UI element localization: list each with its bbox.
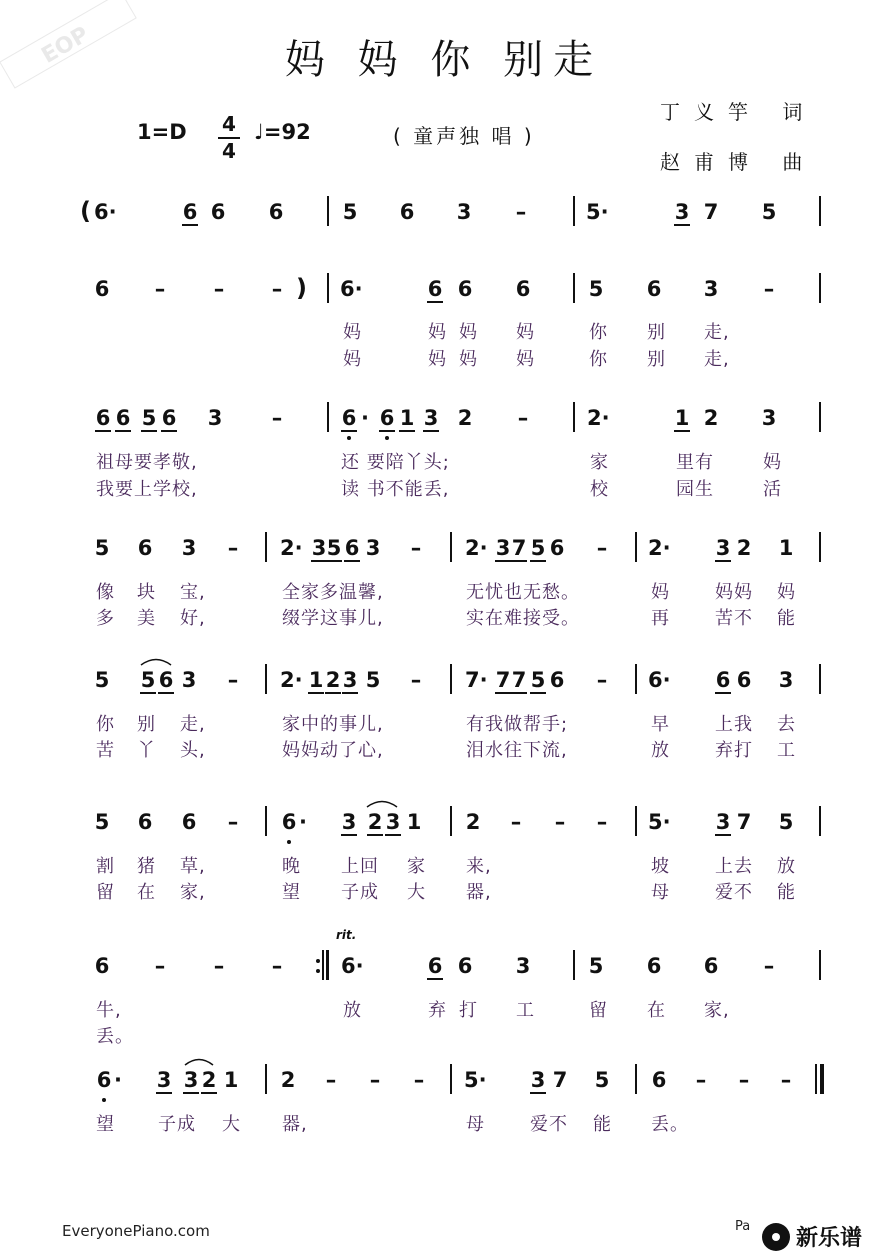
note: 3 [712, 532, 734, 564]
lyric: 像 [96, 582, 115, 603]
song-title: 妈 妈 你 别走 [284, 37, 604, 83]
note: 1 [396, 402, 418, 434]
note: 5 [323, 532, 345, 564]
lyric: 去 [777, 714, 796, 735]
note: 6 [92, 402, 114, 434]
barline [635, 664, 637, 694]
lyric: 走, [180, 714, 206, 735]
note: 6 [424, 273, 446, 305]
lyric: 打 [459, 1000, 478, 1021]
note: 5 [778, 810, 794, 834]
lyric: 泪水往下流, [466, 740, 568, 761]
notes-row [0, 950, 888, 990]
note: 5 [137, 664, 159, 696]
lyricist-credit: 丁义竽 词 [660, 100, 817, 124]
lyric: 器, [282, 1114, 308, 1135]
lyric: 弃打 [715, 740, 753, 761]
note: 7 [703, 200, 719, 224]
note: 2 [280, 1068, 296, 1092]
note: 5 [365, 668, 381, 692]
note: – [738, 1068, 750, 1092]
note: 6 [376, 402, 398, 434]
note: 1 [223, 1068, 239, 1092]
record-disc-icon [762, 1223, 790, 1251]
barline [573, 950, 575, 980]
notes-row [0, 806, 888, 846]
note: – [517, 406, 529, 430]
barline [265, 806, 267, 836]
note: 2· [280, 536, 303, 560]
note: – [510, 810, 522, 834]
note: – [763, 277, 775, 301]
lyric: 家 [407, 856, 426, 877]
note: 1 [671, 402, 693, 434]
note: 3 [153, 1064, 175, 1096]
note: 5 [527, 532, 549, 564]
note: 6 [736, 668, 752, 692]
note: 6 [651, 1068, 667, 1092]
lyric: 园生 [676, 479, 714, 500]
time-top: 4 [222, 112, 236, 136]
barline [819, 950, 821, 980]
note: – [271, 954, 283, 978]
note: 5 [138, 402, 160, 434]
lyric: 宝, [180, 582, 206, 603]
lyric: 爱不 [530, 1114, 568, 1135]
lyric: 里有 [676, 452, 714, 473]
note: 3 [527, 1064, 549, 1096]
note: – [213, 954, 225, 978]
lyric: 家, [180, 882, 206, 903]
barline [573, 402, 575, 432]
barline [635, 1064, 637, 1094]
note: 3 [382, 806, 404, 838]
note: – [410, 668, 422, 692]
barline [573, 273, 575, 303]
barline [635, 806, 637, 836]
note: – [554, 810, 566, 834]
note: 3 [207, 406, 223, 430]
barline [327, 273, 329, 303]
lyric: 多 [96, 608, 115, 629]
note: 5· [464, 1068, 487, 1092]
note: 5· [586, 200, 609, 224]
lyric: 苦 [96, 740, 115, 761]
note: – [780, 1068, 792, 1092]
note: 5 [761, 200, 777, 224]
note: 3 [338, 806, 360, 838]
note: 1 [305, 664, 327, 696]
note: 6 [457, 277, 473, 301]
composer-credit: 赵甫博 曲 [660, 150, 817, 174]
lyric: 头, [180, 740, 206, 761]
barline [819, 806, 821, 836]
note: – [413, 1068, 425, 1092]
barline [327, 402, 329, 432]
note: 7 [736, 810, 752, 834]
note: 6 [94, 954, 110, 978]
note: – [325, 1068, 337, 1092]
lyric: 工 [777, 740, 796, 761]
note: 6 [424, 950, 446, 982]
note: 3 [365, 536, 381, 560]
lyric: 妈 [459, 349, 478, 370]
lyric: 走, [704, 349, 730, 370]
lyric: 美 [137, 608, 156, 629]
lyric: 在 [647, 1000, 666, 1021]
note: 6· [341, 954, 364, 978]
lyric: 妈 [651, 582, 670, 603]
lyric: 上去 [715, 856, 753, 877]
final-barline [815, 1064, 825, 1094]
lyric: 有我做帮手; [466, 714, 569, 735]
lyric: 丫 [137, 740, 156, 761]
note: 3 [420, 402, 442, 434]
footer-site-link[interactable]: EveryonePiano.com [62, 1222, 210, 1240]
lyric: 能 [593, 1114, 612, 1135]
note: 6 [646, 277, 662, 301]
note: – [515, 200, 527, 224]
note: 3 [308, 532, 330, 564]
lyric: 早 [651, 714, 670, 735]
lyric: 再 [651, 608, 670, 629]
paren-open: ( [80, 197, 91, 225]
performance-style: ( 童声独 唱 ) [393, 124, 535, 148]
lyric: 上我 [715, 714, 753, 735]
note: 5 [94, 536, 110, 560]
note: 2· [465, 536, 488, 560]
lyric: 牛, [96, 1000, 122, 1021]
lyric: 祖母要孝敬, [96, 452, 198, 473]
lyric: 妈 [343, 349, 362, 370]
note: 6 [210, 200, 226, 224]
note: – [227, 668, 239, 692]
time-signature [217, 113, 241, 163]
lyric: 草, [180, 856, 206, 877]
note: – [596, 810, 608, 834]
note: – [763, 954, 775, 978]
lyric: 别 [137, 714, 156, 735]
lyric: 能 [777, 882, 796, 903]
time-bottom: 4 [222, 139, 236, 163]
note: – [271, 277, 283, 301]
lyric: 好, [180, 608, 206, 629]
note: 5 [588, 954, 604, 978]
note: 6 [549, 668, 565, 692]
note: 6 [646, 954, 662, 978]
barline [819, 664, 821, 694]
lyric: 你 [96, 714, 115, 735]
note: – [271, 406, 283, 430]
lyric: 妈 [428, 349, 447, 370]
lyric: 望 [282, 882, 301, 903]
svg-text:EOP: EOP [37, 22, 94, 69]
lyric: 猪 [137, 856, 156, 877]
note: 2· [587, 406, 610, 430]
note: 1 [406, 810, 422, 834]
barline [573, 196, 575, 226]
note: 3 [778, 668, 794, 692]
note: – [596, 536, 608, 560]
ritardando-mark: rit. [336, 928, 357, 942]
note: 6· [94, 200, 117, 224]
note: 2 [465, 810, 481, 834]
note: 1 [778, 536, 794, 560]
lyric: 放 [343, 1000, 362, 1021]
notes-row [0, 196, 888, 236]
note: 5 [94, 810, 110, 834]
barline [265, 532, 267, 562]
lyric: 还 要陪丫头; [341, 452, 450, 473]
lyric: 爱不 [715, 882, 753, 903]
note: 2· [648, 536, 671, 560]
lyric: 丢。 [651, 1114, 689, 1135]
note: – [369, 1068, 381, 1092]
lyric: 你 [589, 322, 608, 343]
note: 6 [341, 532, 363, 564]
note: 5 [527, 664, 549, 696]
lyric: 工 [516, 1000, 535, 1021]
note: – [227, 810, 239, 834]
note: 6 [94, 277, 110, 301]
note: · [299, 810, 307, 834]
note: 2· [280, 668, 303, 692]
note: 6 [712, 664, 734, 696]
notes-row [0, 1064, 888, 1104]
lyric: 别 [647, 322, 666, 343]
lyric: 妈妈动了心, [282, 740, 384, 761]
tempo-marking: ♩=92 [254, 120, 311, 144]
note: 6 [112, 402, 134, 434]
lyric: 读 书不能丢, [341, 479, 450, 500]
note: 3 [456, 200, 472, 224]
note: 3 [515, 954, 531, 978]
lyric: 丢。 [96, 1026, 134, 1047]
note: 7 [508, 664, 530, 696]
paren-close: ) [296, 274, 307, 302]
lyric: 晚 [282, 856, 301, 877]
lyric: 块 [137, 582, 156, 603]
lyric: 妈 [428, 322, 447, 343]
note: · [361, 406, 369, 430]
note: 6 [179, 196, 201, 228]
lyric: 母 [651, 882, 670, 903]
lyric: 大 [222, 1114, 241, 1135]
barline [819, 273, 821, 303]
lyric: 坡 [651, 856, 670, 877]
barline [819, 196, 821, 226]
lyric: 活 [763, 479, 782, 500]
lyric: 家, [704, 1000, 730, 1021]
note: – [154, 277, 166, 301]
note: 3 [761, 406, 777, 430]
note: 6 [137, 810, 153, 834]
lyric: 弃 [428, 1000, 447, 1021]
note: 6 [155, 664, 177, 696]
lyric: 来, [466, 856, 492, 877]
note: – [227, 536, 239, 560]
lyric: 放 [777, 856, 796, 877]
note: 3 [339, 664, 361, 696]
barline [265, 664, 267, 694]
note: 2 [736, 536, 752, 560]
note: 6 [703, 954, 719, 978]
lyric: 妈 [516, 349, 535, 370]
barline [450, 806, 452, 836]
note: – [154, 954, 166, 978]
lyric: 能 [777, 608, 796, 629]
lyric: 走, [704, 322, 730, 343]
note: 6 [338, 402, 360, 434]
barline [450, 664, 452, 694]
note: 6 [137, 536, 153, 560]
barline [450, 1064, 452, 1094]
lyric: 大 [407, 882, 426, 903]
lyric: 全家多温馨, [282, 582, 384, 603]
lyric: 妈 [777, 582, 796, 603]
lyric: 在 [137, 882, 156, 903]
note: 2 [457, 406, 473, 430]
note: – [410, 536, 422, 560]
note: 7· [465, 668, 488, 692]
lyric: 妈 [763, 452, 782, 473]
barline [819, 402, 821, 432]
lyric: 实在难接受。 [466, 608, 580, 629]
note: 3 [492, 532, 514, 564]
note: 2 [322, 664, 344, 696]
note: 6 [268, 200, 284, 224]
note: – [596, 668, 608, 692]
note: 2 [364, 806, 386, 838]
brand-name: 新乐谱 [796, 1226, 863, 1251]
lyric: 器, [466, 882, 492, 903]
note: 6 [278, 806, 300, 838]
note: 6 [399, 200, 415, 224]
lyric: 苦不 [715, 608, 753, 629]
note: 6 [549, 536, 565, 560]
lyric: 妈 [459, 322, 478, 343]
lyric: 子成 [158, 1114, 196, 1135]
note: 6· [648, 668, 671, 692]
note: 6 [181, 810, 197, 834]
note: 6 [457, 954, 473, 978]
lyric: 我要上学校, [96, 479, 198, 500]
note: 7 [508, 532, 530, 564]
lyric: 妈 [516, 322, 535, 343]
note: 3 [181, 536, 197, 560]
lyric: 放 [651, 740, 670, 761]
barline [819, 532, 821, 562]
barline [450, 532, 452, 562]
note: 7 [552, 1068, 568, 1092]
note: 3 [712, 806, 734, 838]
lyric: 妈妈 [715, 582, 753, 603]
lyric: 妈 [343, 322, 362, 343]
lyric: 上回 [341, 856, 379, 877]
note: 3 [671, 196, 693, 228]
note: 6 [93, 1064, 115, 1096]
note: 5 [594, 1068, 610, 1092]
footer-page-label: Pa [735, 1219, 751, 1234]
note: 6 [515, 277, 531, 301]
note: 2 [703, 406, 719, 430]
note: 5 [342, 200, 358, 224]
lyric: 别 [647, 349, 666, 370]
lyric: 留 [96, 882, 115, 903]
note: – [695, 1068, 707, 1092]
note: 2 [198, 1064, 220, 1096]
brand-logo [762, 1221, 862, 1252]
lyric: 无忧也无愁。 [466, 582, 580, 603]
key-signature: 1=D [137, 120, 187, 144]
note: 5 [588, 277, 604, 301]
note: – [213, 277, 225, 301]
notes-row [0, 273, 888, 313]
lyric: 望 [96, 1114, 115, 1135]
note: 5· [648, 810, 671, 834]
note: 6· [340, 277, 363, 301]
note: 3 [703, 277, 719, 301]
note: 3 [180, 1064, 202, 1096]
note: 6 [158, 402, 180, 434]
note: 5 [94, 668, 110, 692]
barline [635, 532, 637, 562]
lyric: 割 [96, 856, 115, 877]
barline [265, 1064, 267, 1094]
lyric: 子成 [341, 882, 379, 903]
lyric: 家 [590, 452, 609, 473]
note: 3 [181, 668, 197, 692]
lyric: 缀学这事儿, [282, 608, 384, 629]
note: · [114, 1068, 122, 1092]
lyric: 家中的事儿, [282, 714, 384, 735]
lyric: 你 [589, 349, 608, 370]
lyric: 校 [590, 479, 609, 500]
notes-row [0, 664, 888, 704]
barline [327, 196, 329, 226]
notes-row [0, 402, 888, 442]
lyric: 留 [589, 1000, 608, 1021]
notes-row [0, 532, 888, 572]
lyric: 母 [466, 1114, 485, 1135]
note: 7 [492, 664, 514, 696]
repeat-sign [316, 950, 326, 980]
